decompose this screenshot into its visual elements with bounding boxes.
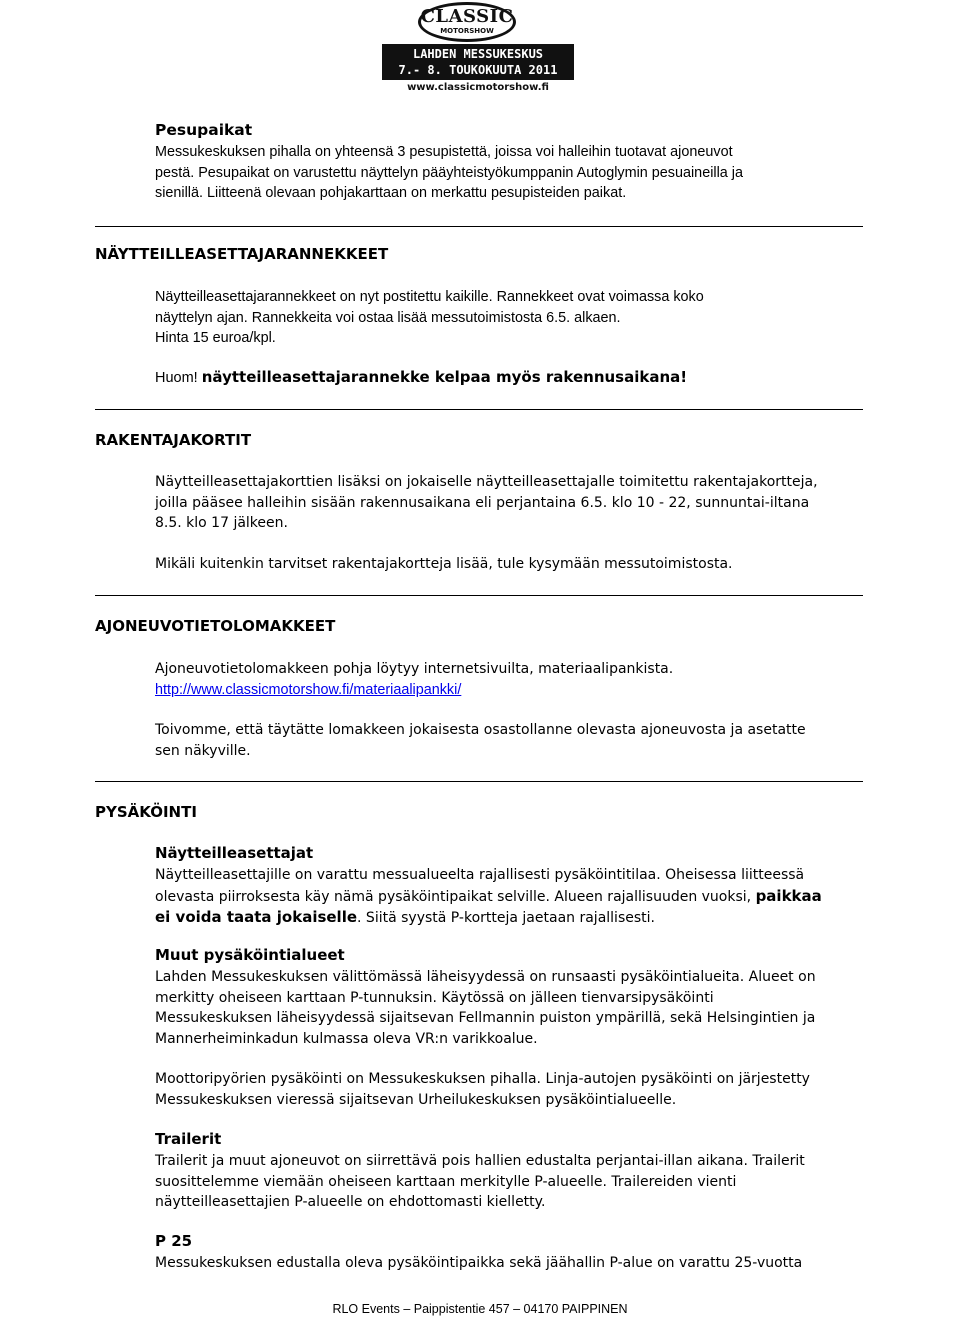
pesupaikat-text: [155, 142, 867, 204]
bold-span: ei voida taata jokaiselle: [155, 908, 358, 927]
text-line: Trailerit ja muut ajoneuvot on siirrettävä pois hallien edustalta perjantai-illan aikana. Trailerit: [155, 1153, 805, 1169]
logo-url: www.classicmotorshow.fi: [407, 82, 549, 93]
text-line: sienillä. Liitteenä olevaan pohjakarttaan on merkattu pesupisteiden paikat.: [155, 185, 627, 202]
trailerit-text: [155, 1151, 867, 1213]
text-line: [155, 907, 867, 929]
ajoneuvo-text: Ajoneuvotietolomakkeen pohja löytyy internetsivuilta, materiaalipankista.: [155, 661, 674, 677]
bold-span: paikkaa: [755, 886, 822, 905]
text-line: Hinta 15 euroa/kpl.: [155, 330, 276, 347]
muut-heading: Muut pysäköintialueet: [155, 946, 345, 964]
text-line: Näytteilleasettajakorttien lisäksi on jokaiselle näytteilleasettajalle toimitettu rakentajakortteja,: [155, 474, 818, 490]
text-line: pestä. Pesupaikat on varustettu näyttelyn pääyhteistyökumppanin Autoglymin pesuaineilla ja: [155, 164, 743, 181]
logo-title: CLASSIC: [420, 6, 514, 27]
text-span: . Siitä syystä P-kortteja jaetaan rajallisesti.: [357, 910, 655, 927]
text-line: Messukeskuksen läheisyydessä sijaitsevan Fellmannin puiston ympärillä, sekä Helsingintien ja: [155, 1010, 816, 1027]
section-divider: [95, 226, 863, 227]
text-line: Moottoripyörien pysäköinti on Messukeskuksen pihalla. Linja-autojen pysäköinti on järjestetty: [155, 1071, 810, 1087]
text-line: Mannerheiminkadun kulmassa oleva VR:n varikkoalue.: [155, 1030, 538, 1047]
logo-banner: [382, 44, 574, 80]
text-line: merkitty oheiseen karttaan P-tunnuksin. Käytössä on jälleen tienvarsipysäköinti: [155, 989, 714, 1006]
rannekkeet-text: [155, 287, 867, 349]
logo-subtitle: MOTORSHOW: [440, 27, 494, 35]
logo-dates: 7.- 8. TOUKOKUUTA 2011: [398, 63, 558, 77]
classic-motorshow-logo: [382, 2, 574, 98]
text-line: 8.5. klo 17 jälkeen.: [155, 515, 288, 532]
muut-text-2: [155, 1069, 867, 1110]
text-line: näytteilleasettajien P-alueelle on ehdottomasti kielletty.: [155, 1194, 546, 1211]
nayttelijat-text: [155, 865, 867, 929]
page-footer: RLO Events – Paippistentie 457 – 04170 PAIPPINEN: [332, 1302, 628, 1316]
text-line: [155, 886, 867, 908]
trailerit-heading: Trailerit: [155, 1130, 222, 1148]
text-line: sen näkyville.: [155, 742, 251, 759]
text-line: Näytteilleasettajille on varattu messualueelta rajallisesti pysäköintitilaa. Oheisessa liitteessä: [155, 867, 805, 883]
text-line: Lahden Messukeskuksen välittömässä läheisyydessä on runsaasti pysäköintialueita. Alueet on: [155, 969, 816, 985]
logo-venue: LAHDEN MESSUKESKUS: [412, 47, 544, 61]
rakentajakortit-heading: RAKENTAJAKORTIT: [95, 431, 252, 449]
p25-heading: P 25: [155, 1232, 193, 1250]
text-line: Näytteilleasettajarannekkeet on nyt postitettu kaikille. Rannekkeet ovat voimassa koko: [155, 289, 704, 305]
note-prefix: Huom!: [155, 370, 202, 386]
p25-text: Messukeskuksen edustalla oleva pysäköintipaikka sekä jäähallin P-alue on varattu 25-vuotta: [155, 1255, 803, 1271]
text-line: Messukeskuksen vieressä sijaitsevan Urheilukeskuksen pysäköintialueelle.: [155, 1091, 677, 1108]
pesupaikat-heading: Pesupaikat: [155, 121, 253, 139]
nayttelijat-heading: Näytteilleasettajat: [155, 844, 314, 862]
ajoneuvo-heading: AJONEUVOTIETOLOMAKKEET: [95, 617, 336, 635]
section-divider: [95, 781, 863, 782]
text-line: Toivomme, että täytätte lomakkeen jokaisesta osastollanne olevasta ajoneuvosta ja asetatte: [155, 722, 806, 738]
text-line: suosittelemme viemään oheiseen karttaan merkitylle P-alueelle. Trailereiden vienti: [155, 1173, 737, 1190]
muut-text: [155, 967, 867, 1049]
text-line: Messukeskuksen pihalla on yhteensä 3 pesupistettä, joissa voi halleihin tuotavat ajoneuvot: [155, 144, 733, 160]
section-divider: [95, 595, 863, 596]
text-line: näyttelyn ajan. Rannekkeita voi ostaa lisää messutoimistosta 6.5. alkaen.: [155, 309, 621, 326]
rannekkeet-note: [155, 367, 867, 389]
section-divider: [95, 409, 863, 410]
rakentajakortit-text: [155, 472, 867, 534]
materiaalipankki-link[interactable]: http://www.classicmotorshow.fi/materiaalipankki/: [155, 682, 462, 698]
text-span: olevasta piirroksesta käy nämä pysäköintipaikat selville. Alueen rajallisuuden vuoksi,: [155, 888, 756, 905]
ajoneuvo-text-2: [155, 720, 867, 761]
pysakointi-heading: PYSÄKÖINTI: [95, 803, 197, 821]
text-line: joilla pääsee halleihin sisään rakennusaikana eli perjantaina 6.5. klo 10 - 22, sunnuntai-iltana: [155, 494, 810, 511]
rannekkeet-heading: NÄYTTEILLEASETTAJARANNEKKEET: [95, 245, 389, 263]
rakentajakortit-note: Mikäli kuitenkin tarvitset rakentajakortteja lisää, tule kysymään messutoimistosta.: [155, 556, 733, 572]
note-bold: näytteilleasettajarannekke kelpaa myös rakennusaikana!: [201, 368, 688, 386]
